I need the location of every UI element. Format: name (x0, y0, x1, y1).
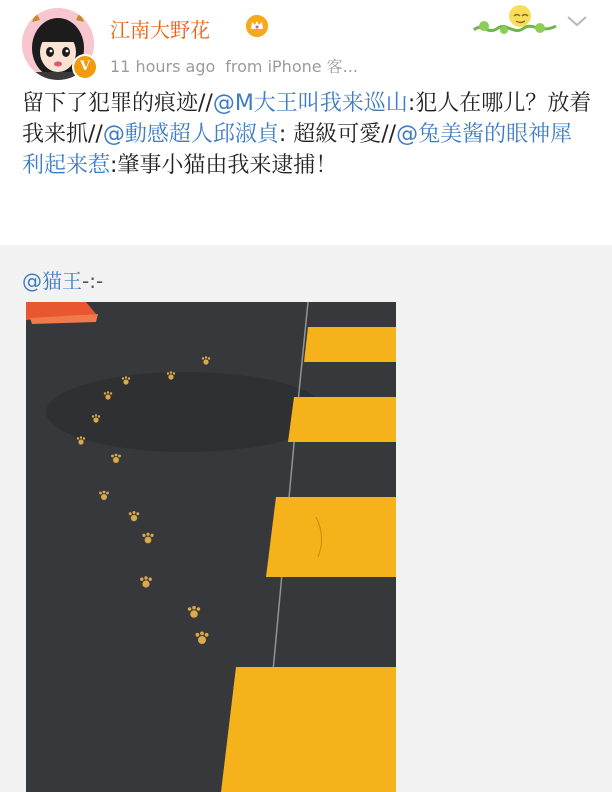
post-meta (110, 54, 358, 77)
mention-tumeijiang[interactable]: @兔美酱的眼神犀利起来惹 (22, 122, 573, 178)
username[interactable]: 江南大野花 (110, 18, 210, 42)
repost-photo[interactable] (26, 302, 396, 792)
post-text-3: : 超級可愛// (278, 122, 397, 147)
post-text-4: :肇事小猫由我来逮捕！ (110, 153, 338, 178)
crown-glyph (246, 15, 268, 37)
post-text-2: :犯人在哪儿？放着我来抓// (22, 91, 592, 147)
post-body (22, 88, 592, 181)
post-text-1: 留下了犯罪的痕迹// (22, 91, 213, 116)
chevron-down-icon[interactable] (566, 14, 588, 28)
mention-m-dawang[interactable]: @M大王叫我来巡山 (212, 91, 408, 116)
repost-author[interactable] (22, 265, 103, 294)
crosswalk-paw-prints-photo (26, 302, 396, 792)
post-time: 11 hours ago (110, 57, 216, 76)
repost-author-name[interactable]: @猫王 (22, 269, 82, 293)
crown-icon[interactable] (246, 15, 268, 37)
verified-badge-icon: V (72, 54, 98, 80)
repost-author-suffix: -:- (82, 269, 104, 293)
post-header (0, 0, 612, 80)
mention-dongganchaoren[interactable]: @動感超人邱淑貞 (102, 122, 279, 147)
post-source[interactable]: from iPhone 客... (225, 57, 358, 76)
repost-card[interactable] (0, 245, 612, 792)
decoration-icon (470, 2, 560, 42)
